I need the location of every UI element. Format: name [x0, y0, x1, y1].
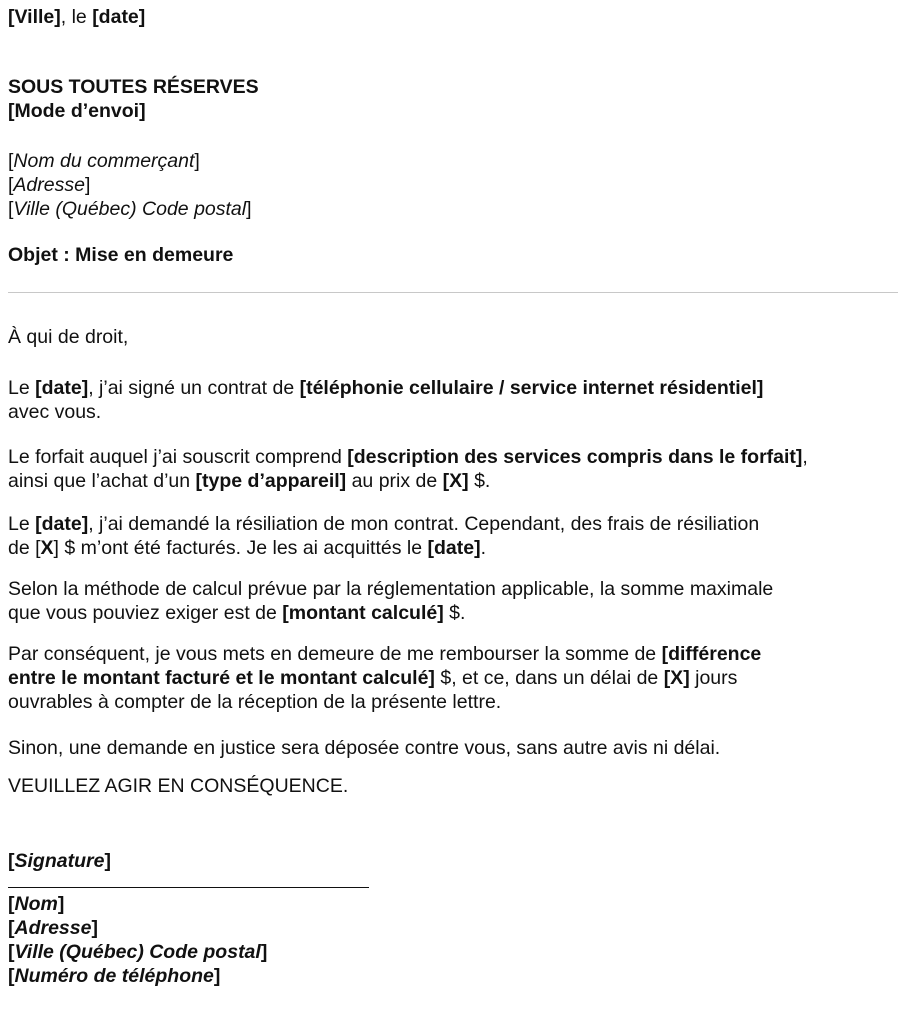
service-placeholder: [téléphonie cellulaire / service internet résidentiel]	[299, 377, 764, 399]
sender-name: Nom	[14, 893, 58, 915]
paragraph-demand	[8, 642, 893, 714]
sender-city: Ville (Québec) Code postal	[14, 941, 261, 963]
bracket-close: ]	[57, 893, 65, 915]
date-placeholder: [date]	[35, 377, 89, 399]
bracket-close: ]	[104, 850, 111, 872]
sender-address-line	[8, 916, 267, 940]
text: ouvrables à compter de la réception de la présente lettre.	[8, 691, 502, 713]
bracket-open: [	[8, 850, 15, 872]
sender-block	[8, 892, 267, 988]
paragraph-warning: Sinon, une demande en justice sera déposée contre vous, sans autre avis ni délai.	[8, 737, 721, 759]
text: de [	[8, 537, 41, 559]
greeting: À qui de droit,	[8, 326, 129, 348]
text: que vous pouviez exiger est de	[8, 602, 283, 624]
paragraph-calculation	[8, 577, 893, 625]
bracket-open: [	[8, 965, 15, 987]
text: jours	[689, 667, 738, 689]
bracket-close: ]	[84, 174, 91, 196]
recipient-city: Ville (Québec) Code postal	[13, 198, 247, 220]
divider	[8, 292, 898, 293]
delivery-mode: [Mode d’envoi]	[8, 100, 146, 122]
reserves-heading: SOUS TOUTES RÉSERVES	[8, 76, 259, 98]
text: .	[480, 537, 486, 559]
text: , j’ai demandé la résiliation de mon contrat. Cependant, des frais de résiliation	[88, 513, 760, 535]
fee-placeholder: X	[40, 537, 54, 559]
text: au prix de	[346, 470, 443, 492]
text: Par conséquent, je vous mets en demeure de me rembourser la somme de	[8, 643, 662, 665]
text: ,	[802, 446, 808, 468]
recipient-address-line	[8, 173, 893, 197]
bracket-open: [	[8, 917, 15, 939]
bracket-open: [	[8, 893, 15, 915]
services-placeholder: [description des services compris dans le forfait]	[347, 446, 803, 468]
sender-phone-line	[8, 964, 267, 988]
closing-statement: VEUILLEZ AGIR EN CONSÉQUENCE.	[8, 775, 349, 797]
city-placeholder: [Ville]	[8, 6, 61, 28]
paragraph-plan	[8, 445, 893, 493]
difference-placeholder: [différence	[661, 643, 762, 665]
bracket-close: ]	[246, 198, 252, 220]
text: Le	[8, 377, 36, 399]
text: Le	[8, 513, 36, 535]
bracket-open: [	[8, 198, 14, 220]
text: ainsi que l’achat d’un	[8, 470, 196, 492]
date-placeholder: [date]	[427, 537, 481, 559]
recipient-address	[8, 149, 893, 221]
recipient-city-line	[8, 197, 893, 221]
subject-line: Objet : Mise en demeure	[8, 244, 234, 266]
bracket-close: ]	[91, 917, 98, 939]
sender-name-line	[8, 892, 267, 916]
text: $.	[468, 470, 491, 492]
signature-label	[8, 849, 111, 873]
bracket-close: ]	[194, 150, 200, 172]
recipient-name: Nom du commerçant	[13, 150, 195, 172]
amount-placeholder: [montant calculé]	[282, 602, 444, 624]
date-placeholder: [date]	[35, 513, 89, 535]
paragraph-contract	[8, 376, 893, 424]
signature-line	[8, 887, 369, 888]
sender-city-line	[8, 940, 267, 964]
sender-address: Adresse	[14, 917, 92, 939]
date-separator: , le	[60, 6, 93, 28]
reserves-block	[8, 75, 893, 123]
text: , j’ai signé un contrat de	[88, 377, 300, 399]
place-date-line	[8, 5, 893, 29]
date-placeholder: [date]	[92, 6, 146, 28]
text: Le forfait auquel j’ai souscrit comprend	[8, 446, 348, 468]
bracket-open: [	[8, 174, 14, 196]
recipient-name-line	[8, 149, 893, 173]
text: $, et ce, dans un délai de	[434, 667, 664, 689]
bracket-close: ]	[260, 941, 268, 963]
days-placeholder: [X]	[663, 667, 690, 689]
bracket-close: ]	[213, 965, 221, 987]
text: avec vous.	[8, 401, 102, 423]
price-placeholder: [X]	[442, 470, 469, 492]
text: $.	[443, 602, 466, 624]
letter-page	[8, 5, 893, 987]
signature-text: Signature	[14, 850, 105, 872]
text: Selon la méthode de calcul prévue par la réglementation applicable, la somme maximale	[8, 578, 774, 600]
text: ] $ m’ont été facturés. Je les ai acquittés le	[53, 537, 428, 559]
difference-placeholder: entre le montant facturé et le montant calculé]	[8, 667, 435, 689]
recipient-address-text: Adresse	[13, 174, 85, 196]
device-placeholder: [type d’appareil]	[195, 470, 347, 492]
bracket-open: [	[8, 150, 14, 172]
bracket-open: [	[8, 941, 15, 963]
sender-phone: Numéro de téléphone	[14, 965, 214, 987]
paragraph-termination	[8, 512, 893, 560]
